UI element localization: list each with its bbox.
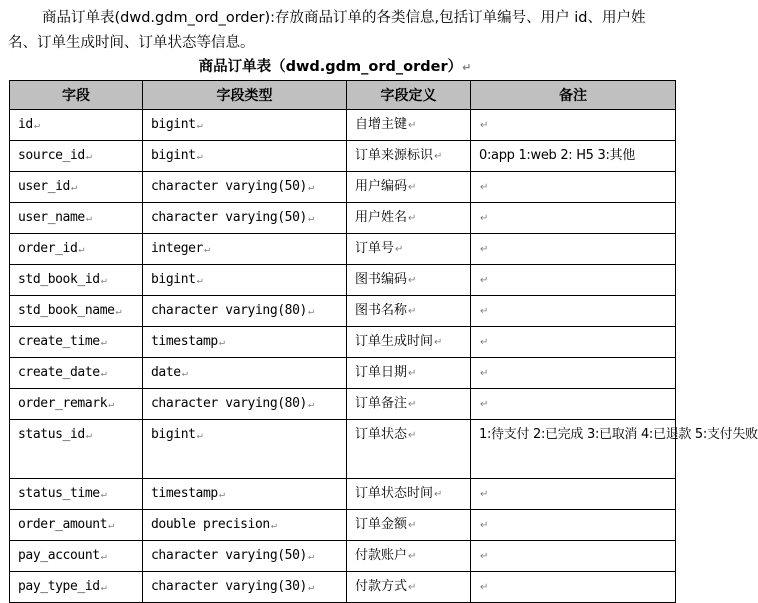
cell-mark-icon: ↵ — [100, 582, 107, 593]
table-row — [10, 420, 676, 479]
cell-mark-icon: ↵ — [408, 213, 417, 224]
cell-type-text: character varying(50) — [151, 210, 307, 225]
cell-type — [143, 234, 347, 265]
cell-definition — [347, 203, 471, 234]
paragraph-mark-icon: ↵ — [462, 61, 472, 74]
cell-field-text: create_date — [18, 365, 100, 380]
cell-field — [10, 572, 143, 603]
table-caption: 商品订单表（dwd.gdm_ord_order）↵ — [198, 59, 472, 75]
cell-type-text: bigint — [151, 427, 196, 442]
cell-type — [143, 110, 347, 141]
cell-field — [10, 327, 143, 358]
table-row — [10, 358, 676, 389]
cell-mark-icon: ↵ — [408, 306, 417, 317]
cell-mark-icon: ↵ — [480, 120, 489, 131]
cell-note — [471, 110, 676, 141]
cell-field — [10, 389, 143, 420]
cell-mark-icon: ↵ — [196, 120, 203, 131]
cell-definition — [347, 389, 471, 420]
cell-mark-icon: ↵ — [307, 551, 314, 562]
table-header-row — [10, 81, 676, 110]
cell-mark-icon: ↵ — [307, 213, 314, 224]
cell-mark-icon: ↵ — [196, 430, 203, 441]
cell-definition — [347, 572, 471, 603]
cell-mark-icon: ↵ — [181, 368, 188, 379]
cell-field-text: source_id — [18, 148, 85, 163]
cell-mark-icon: ↵ — [270, 520, 277, 531]
cell-type — [143, 510, 347, 541]
cell-type — [143, 389, 347, 420]
cell-mark-icon: ↵ — [395, 244, 404, 255]
cell-mark-icon: ↵ — [100, 489, 107, 500]
cell-field-text: std_book_id — [18, 272, 100, 287]
cell-field — [10, 358, 143, 389]
cell-mark-icon: ↵ — [85, 430, 92, 441]
cell-mark-icon: ↵ — [33, 120, 40, 131]
header-field: 字段 — [10, 81, 143, 110]
cell-mark-icon: ↵ — [480, 337, 489, 348]
cell-mark-icon: ↵ — [100, 368, 107, 379]
cell-mark-icon: ↵ — [480, 489, 489, 500]
header-note: 备注 — [471, 81, 676, 110]
cell-mark-icon: ↵ — [108, 520, 114, 531]
cell-note — [471, 389, 676, 420]
cell-mark-icon: ↵ — [408, 120, 417, 131]
cell-mark-icon: ↵ — [480, 399, 489, 410]
cell-mark-icon: ↵ — [100, 551, 107, 562]
cell-field — [10, 172, 143, 203]
cell-note — [471, 172, 676, 203]
field-table — [9, 80, 758, 603]
cell-mark-icon: ↵ — [218, 489, 225, 500]
cell-field — [10, 479, 143, 510]
cell-mark-icon: ↵ — [307, 582, 314, 593]
cell-mark-icon: ↵ — [480, 582, 489, 593]
cell-field — [10, 510, 143, 541]
cell-field — [10, 203, 143, 234]
table-row — [10, 234, 676, 265]
cell-note — [471, 479, 676, 510]
table-row — [10, 141, 676, 172]
cell-type-text: integer — [151, 241, 203, 256]
cell-field — [10, 141, 143, 172]
cell-field — [10, 265, 143, 296]
cell-mark-icon: ↵ — [408, 368, 417, 379]
cell-definition — [347, 265, 471, 296]
cell-field — [10, 420, 143, 479]
table-row — [10, 510, 676, 541]
cell-field-text: pay_account — [18, 548, 100, 563]
cell-type — [143, 327, 347, 358]
cell-note-text: 0:app 1:web 2: H5 3:其他 — [479, 148, 635, 163]
table-row — [10, 541, 676, 572]
cell-field-text: order_id — [18, 241, 78, 256]
cell-mark-icon: ↵ — [115, 306, 122, 317]
cell-definition — [347, 234, 471, 265]
cell-type — [143, 296, 347, 327]
cell-note — [471, 541, 676, 572]
cell-mark-icon: ↵ — [434, 489, 443, 500]
cell-type-text: bigint — [151, 148, 196, 163]
cell-mark-icon: ↵ — [480, 244, 489, 255]
cell-note — [471, 265, 676, 296]
table-row — [10, 327, 676, 358]
intro-text: 商品订单表(dwd.gdm_ord_order):存放商品订单的各类信息,包括订单编号、用户 id、用户姓名、订单生成时间、订单状态等信息。 — [8, 10, 646, 51]
cell-definition — [347, 510, 471, 541]
cell-type-text: bigint — [151, 117, 196, 132]
cell-definition-text: 付款方式 — [355, 579, 408, 594]
cell-type-text: character varying(30) — [151, 579, 307, 594]
cell-definition-text: 订单状态 — [355, 427, 408, 442]
table-row — [10, 110, 676, 141]
cell-definition — [347, 141, 471, 172]
table-body — [10, 110, 758, 603]
cell-mark-icon: ↵ — [408, 430, 417, 441]
cell-definition-text: 订单备注 — [355, 396, 408, 411]
cell-type — [143, 479, 347, 510]
cell-field-text: status_id — [18, 427, 85, 442]
cell-definition — [347, 541, 471, 572]
cell-mark-icon: ↵ — [408, 582, 417, 593]
cell-mark-icon: ↵ — [480, 213, 489, 224]
table-row — [10, 265, 676, 296]
cell-type — [143, 541, 347, 572]
cell-mark-icon: ↵ — [100, 275, 107, 286]
cell-field — [10, 541, 143, 572]
cell-definition — [347, 110, 471, 141]
cell-type — [143, 572, 347, 603]
cell-mark-icon: ↵ — [480, 368, 489, 379]
table-row — [10, 172, 676, 203]
header-type: 字段类型 — [143, 81, 347, 110]
cell-definition-text: 自增主键 — [355, 117, 408, 132]
cell-mark-icon: ↵ — [108, 399, 114, 410]
cell-type — [143, 203, 347, 234]
cell-mark-icon: ↵ — [307, 306, 314, 317]
cell-definition-text: 订单日期 — [355, 365, 408, 380]
cell-mark-icon: ↵ — [218, 337, 225, 348]
cell-note — [471, 327, 676, 358]
cell-type — [143, 358, 347, 389]
cell-field-text: pay_type_id — [18, 579, 100, 594]
cell-definition-text: 订单号 — [355, 241, 395, 256]
cell-mark-icon: ↵ — [480, 306, 489, 317]
cell-field-text: id — [18, 117, 33, 132]
cell-mark-icon: ↵ — [480, 520, 489, 531]
cell-type-text: timestamp — [151, 334, 218, 349]
cell-type — [143, 141, 347, 172]
cell-definition-text: 订单来源标识 — [355, 148, 434, 163]
cell-definition — [347, 479, 471, 510]
cell-field-text: std_book_name — [18, 303, 115, 318]
cell-field — [10, 110, 143, 141]
table-row — [10, 389, 676, 420]
cell-note — [471, 296, 676, 327]
cell-definition-text: 付款账户 — [355, 548, 408, 563]
cell-field-text: order_remark — [18, 396, 108, 411]
cell-note — [471, 572, 676, 603]
cell-mark-icon: ↵ — [408, 182, 417, 193]
cell-mark-icon: ↵ — [196, 275, 203, 286]
cell-mark-icon: ↵ — [307, 399, 314, 410]
cell-mark-icon: ↵ — [480, 182, 489, 193]
cell-field-text: status_time — [18, 486, 100, 501]
cell-mark-icon: ↵ — [480, 551, 489, 562]
cell-note — [471, 420, 758, 479]
cell-mark-icon: ↵ — [408, 399, 417, 410]
cell-mark-icon: ↵ — [480, 275, 489, 286]
intro-paragraph — [8, 6, 666, 56]
cell-definition — [347, 296, 471, 327]
header-definition: 字段定义 — [347, 81, 471, 110]
cell-mark-icon: ↵ — [434, 151, 443, 162]
cell-definition-text: 用户编码 — [355, 179, 408, 194]
cell-definition-text: 订单金额 — [355, 517, 408, 532]
cell-type — [143, 265, 347, 296]
cell-type-text: timestamp — [151, 486, 218, 501]
cell-mark-icon: ↵ — [85, 151, 92, 162]
cell-type-text: character varying(50) — [151, 179, 307, 194]
cell-field-text: user_id — [18, 179, 70, 194]
cell-mark-icon: ↵ — [434, 337, 443, 348]
cell-field-text: order_amount — [18, 517, 108, 532]
cell-mark-icon: ↵ — [408, 520, 417, 531]
cell-note — [471, 510, 676, 541]
cell-type-text: double precision — [151, 517, 270, 532]
cell-definition-text: 图书名称 — [355, 303, 408, 318]
cell-mark-icon: ↵ — [78, 244, 85, 255]
cell-mark-icon: ↵ — [71, 182, 77, 193]
cell-field-text: create_time — [18, 334, 100, 349]
cell-type-text: bigint — [151, 272, 196, 287]
cell-note — [471, 234, 676, 265]
cell-definition — [347, 172, 471, 203]
cell-type-text: character varying(50) — [151, 548, 307, 563]
cell-note — [471, 141, 676, 172]
cell-field-text: user_name — [18, 210, 85, 225]
cell-definition — [347, 420, 471, 479]
cell-note-text: 1:待支付 2:已完成 3:已取消 4:已退款 5:支付失败 — [479, 427, 758, 442]
cell-type-text: character varying(80) — [151, 303, 307, 318]
cell-mark-icon: ↵ — [408, 275, 417, 286]
cell-field — [10, 296, 143, 327]
cell-mark-icon: ↵ — [196, 151, 203, 162]
cell-definition-text: 用户姓名 — [355, 210, 408, 225]
cell-definition-text: 订单生成时间 — [355, 334, 434, 349]
cell-type-text: character varying(80) — [151, 396, 307, 411]
table-row — [10, 479, 676, 510]
cell-note — [471, 203, 676, 234]
table-row — [10, 572, 676, 603]
cell-note — [471, 358, 676, 389]
cell-mark-icon: ↵ — [204, 244, 210, 255]
cell-mark-icon: ↵ — [408, 551, 417, 562]
cell-definition-text: 图书编码 — [355, 272, 408, 287]
cell-field — [10, 234, 143, 265]
cell-mark-icon: ↵ — [85, 213, 92, 224]
cell-type — [143, 172, 347, 203]
cell-type — [143, 420, 347, 479]
cell-definition-text: 订单状态时间 — [355, 486, 434, 501]
cell-definition — [347, 358, 471, 389]
cell-mark-icon: ↵ — [100, 337, 107, 348]
cell-mark-icon: ↵ — [307, 182, 314, 193]
cell-definition — [347, 327, 471, 358]
table-row — [10, 296, 676, 327]
table-row — [10, 203, 676, 234]
cell-type-text: date — [151, 365, 181, 380]
